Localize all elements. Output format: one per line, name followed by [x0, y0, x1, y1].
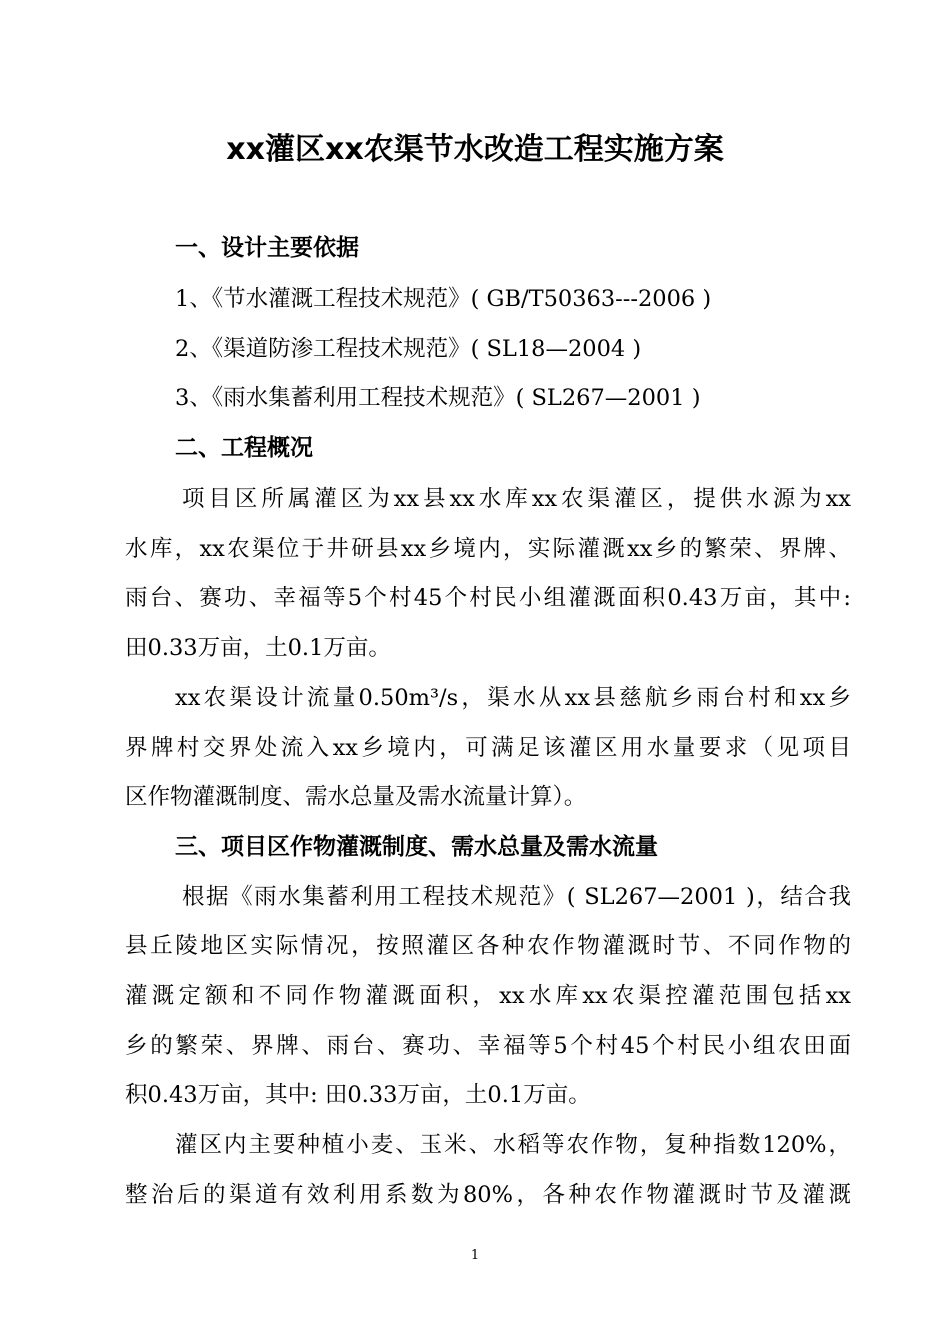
section-heading-irrigation-system: 三、项目区作物灌溉制度、需水总量及需水流量	[175, 834, 658, 860]
section-heading-project-overview: 二、工程概况	[175, 435, 313, 461]
section-heading-design-basis: 一、设计主要依据	[175, 235, 359, 261]
paragraph-line: 水库，xx农渠位于井研县xx乡境内，实际灌溉xx乡的繁荣、界牌、	[125, 536, 851, 562]
document-title: xx灌区xx农渠节水改造工程实施方案	[226, 132, 724, 167]
reference-item: 1、《节水灌溉工程技术规范》( GB/T50363---2006 )	[175, 286, 712, 312]
paragraph-line: 田0.33万亩，土0.1万亩。	[125, 635, 391, 661]
reference-item: 2、《渠道防渗工程技术规范》( SL18—2004 )	[175, 336, 642, 362]
paragraph-line: 灌溉定额和不同作物灌溉面积，xx水库xx农渠控灌范围包括xx	[125, 983, 851, 1009]
paragraph-line: xx农渠设计流量0.50m³/s，渠水从xx县慈航乡雨台村和xx乡	[175, 685, 851, 711]
paragraph-line: 县丘陵地区实际情况，按照灌区各种农作物灌溉时节、不同作物的	[125, 933, 851, 959]
paragraph-line: 整治后的渠道有效利用系数为80%，各种农作物灌溉时节及灌溉	[125, 1182, 851, 1208]
paragraph-line: 积0.43万亩，其中: 田0.33万亩，土0.1万亩。	[125, 1082, 591, 1108]
paragraph-line: 项目区所属灌区为xx县xx水库xx农渠灌区，提供水源为xx	[182, 486, 851, 512]
paragraph-line: 乡的繁荣、界牌、雨台、赛功、幸福等5个村45个村民小组农田面	[125, 1033, 851, 1059]
paragraph-line: 界牌村交界处流入xx乡境内，可满足该灌区用水量要求（见项目	[125, 735, 851, 761]
page-number: 1	[470, 1248, 480, 1263]
paragraph-line: 灌区内主要种植小麦、玉米、水稻等农作物，复种指数120%，	[175, 1132, 851, 1158]
paragraph-line: 根据《雨水集蓄利用工程技术规范》( SL267—2001 )，结合我	[182, 884, 851, 910]
paragraph-line: 雨台、赛功、幸福等5个村45个村民小组灌溉面积0.43万亩，其中:	[125, 585, 851, 611]
paragraph-line: 区作物灌溉制度、需水总量及需水流量计算）。	[125, 784, 587, 810]
reference-item: 3、《雨水集蓄利用工程技术规范》( SL267—2001 )	[175, 385, 701, 411]
